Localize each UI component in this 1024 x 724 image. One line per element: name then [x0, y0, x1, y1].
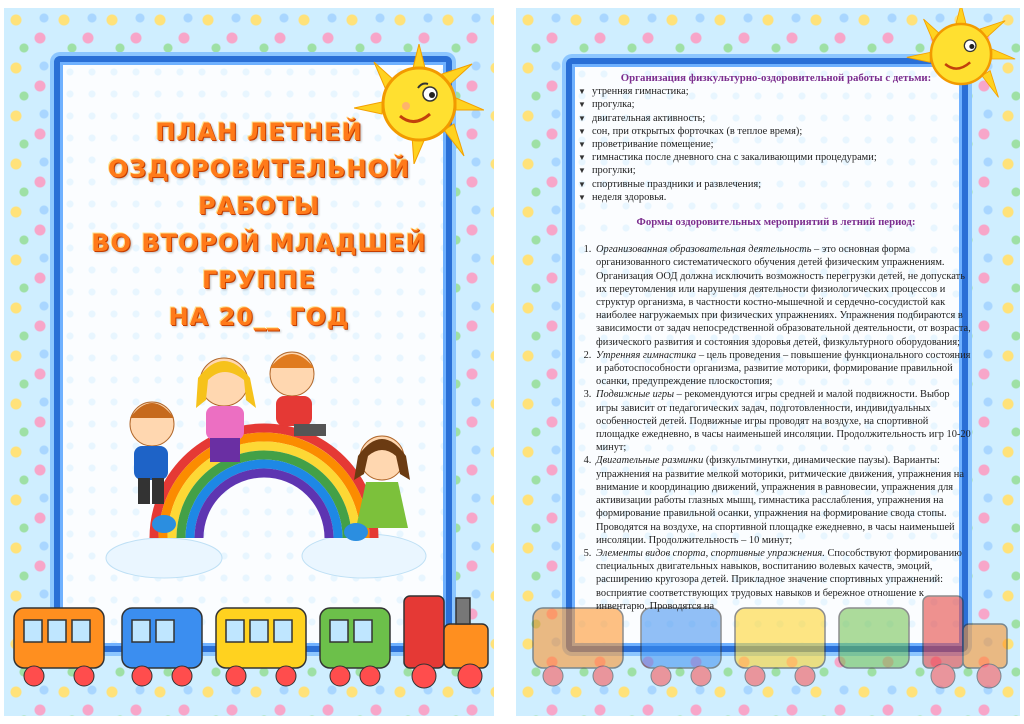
list-item: ▼ утренняя гимнастика;	[578, 85, 974, 98]
title-line-4: ВО ВТОРОЙ МЛАДШЕЙ	[91, 229, 427, 257]
heading-forms: Формы оздоровительных мероприятий в летний период:	[636, 216, 916, 229]
item-text: – это основная форма организованного систематического обучения детей физическим упражнениям. Организация ООД должна исключить возможность перегрузки детей, не допускать их переутомления или нарушения деятельности физиологических процессов и структур организма, в частности костно-мышечной и сердечно-сосудистой как наиболее нагружаемых при физических упражнениях. Упражнения подбираются в зависимости от задач непосредственной образовательной деятельности, от возраста, физического развития и состояния здоровья детей, физкультурного оборудования;	[596, 244, 971, 348]
rainbow-icon	[154, 428, 374, 538]
list-item: ▼ проветривание помещение;	[578, 138, 974, 151]
item-text: Способствуют формированию специальных двигательных навыков, воспитанию волевых качеств, эмоций, расширению кругозора детей. Прикладное значение спортивных упражнений: восприятие соответствующих трудовых навыков и бережное отношение к инвентарю. Проводятся на	[596, 547, 962, 612]
list-item	[594, 388, 974, 454]
list-item: ▼ сон, при открытых форточках (в теплое время);	[578, 125, 974, 138]
heading-organization: Организация физкультурно-оздоровительной работы с детьми:	[620, 72, 932, 84]
list-item	[594, 243, 974, 349]
title-line-6: НА 20__ ГОД	[168, 303, 350, 331]
child-boy-red-icon	[270, 352, 326, 436]
children-on-rainbow-illustration	[94, 338, 434, 588]
item-term: Организованная образовательная деятельность	[596, 244, 812, 256]
item-text: (физкультминутки, динамические паузы). Варианты: упражнения на развитие мелкой моторики, ритмические движения, упражнения на внимание и координацию движений, упражнения в равновесии, упражнения для активизации работы глазных мышц, гимнастика расслабления, упражнения на формирование правильной осанки, упражнения на формирование свода стопы. Проводятся на воздухе, на спортивной площадке ежедневно, в часы наименьшей инсоляции. Продолжительность – 10 минут;	[596, 455, 964, 546]
list-item	[594, 454, 974, 546]
item-term: Двигательные разминки	[596, 455, 704, 467]
title-line-1: ПЛАН ЛЕТНЕЙ	[155, 118, 363, 146]
item-term: Подвижные игры	[596, 389, 675, 401]
item-term: Утренняя гимнастика	[596, 349, 697, 361]
list-item: ▼ гимнастика после дневного сна с закаливающими процедурами;	[578, 151, 974, 164]
list-item: ▼ прогулки;	[578, 164, 974, 177]
title-line-3: РАБОТЫ	[197, 192, 321, 220]
right-page	[516, 8, 1020, 716]
list-item	[594, 349, 974, 389]
left-page	[4, 8, 494, 716]
poster-title	[64, 114, 454, 336]
list-item: ▼ прогулка;	[578, 98, 974, 111]
item-text: – рекомендуются игры средней и малой подвижности. Выбор игры зависит от педагогических задач, подготовленности, индивидуальных особенностей детей. Подвижные игры проводят на воздухе, на спортивной площадке ежедневно, в часы наименьшей инсоляции. Продолжительность игр 10-20 минут;	[596, 389, 971, 454]
list-item	[594, 547, 974, 613]
list-item: ▼ двигательная активность;	[578, 112, 974, 125]
right-page-text	[578, 72, 974, 613]
item-term: Элементы видов спорта, спортивные упражнения.	[596, 547, 825, 559]
activities-list	[578, 85, 974, 204]
list-item: ▼ неделя здоровья.	[578, 191, 974, 204]
train-icon	[4, 588, 494, 698]
item-text: – цель проведения – повышение функционального состояния и работоспособности организма, развитие моторики, формирование правильной осанки, предупреждение плоскостопия;	[596, 349, 971, 388]
list-item: ▼ спортивные праздники и развлечения;	[578, 178, 974, 191]
forms-list	[578, 243, 974, 613]
title-line-5: ГРУППЕ	[202, 266, 316, 294]
title-line-2: ОЗДОРОВИТЕЛЬНОЙ	[107, 155, 411, 183]
clouds-icon	[106, 534, 426, 578]
